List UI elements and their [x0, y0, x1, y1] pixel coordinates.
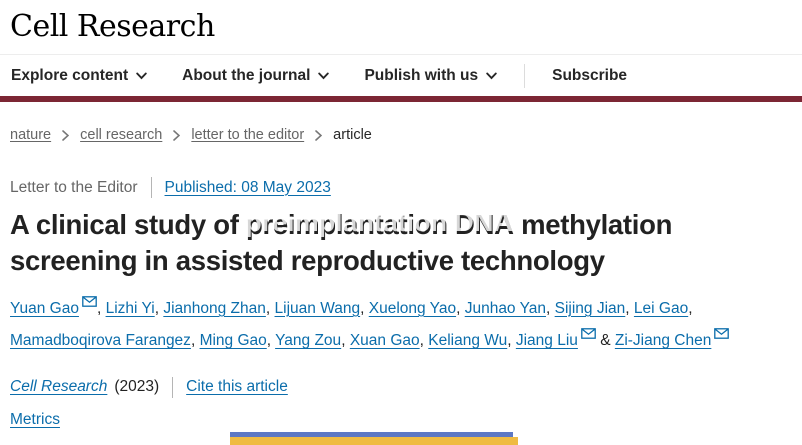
author-link[interactable]: Yang Zou — [275, 332, 342, 350]
author-line-2 — [10, 325, 770, 358]
author-separator: , — [419, 332, 429, 350]
nav-subscribe-label: Subscribe — [552, 66, 628, 84]
author-link[interactable]: Xuan Gao — [349, 332, 420, 350]
author-separator: , — [265, 299, 275, 317]
author-link[interactable]: Zi-Jiang Chen — [614, 332, 712, 350]
author-separator: , — [456, 299, 465, 317]
email-icon[interactable] — [581, 328, 596, 339]
author-link[interactable]: Jiang Liu — [515, 332, 578, 350]
nav-publish-with-us[interactable] — [364, 67, 497, 85]
accent-bar — [0, 96, 802, 102]
email-icon[interactable] — [714, 328, 729, 339]
author-separator: , — [266, 332, 276, 350]
breadcrumb-cell-research[interactable]: cell research — [80, 127, 163, 143]
journal-year: (2023) — [114, 378, 160, 396]
chevron-down-icon — [136, 72, 147, 80]
author-separator: , — [625, 299, 634, 317]
author-link[interactable]: Lijuan Wang — [274, 299, 361, 317]
chevron-right-icon — [62, 130, 69, 141]
author-link[interactable]: Jianhong Zhan — [163, 299, 266, 317]
nav-about-the-journal[interactable] — [182, 67, 329, 85]
nav-explore-content[interactable] — [11, 67, 147, 85]
nav-subscribe[interactable] — [552, 67, 627, 85]
email-icon[interactable] — [82, 296, 97, 307]
article-title-part1: A clinical study of — [10, 209, 246, 240]
author-list — [10, 293, 770, 358]
author-link[interactable]: Lizhi Yi — [105, 299, 155, 317]
author-link[interactable]: Lei Gao — [633, 299, 689, 317]
author-separator: , — [96, 299, 106, 317]
nav-about-the-journal-label: About the journal — [182, 66, 311, 84]
article-type-label: Letter to the Editor — [10, 178, 138, 196]
author-separator: , — [190, 332, 200, 350]
published-date-link[interactable]: Published: 08 May 2023 — [164, 178, 331, 196]
metrics-row — [10, 411, 802, 429]
partial-banner-gold-strip[interactable] — [230, 437, 518, 445]
author-separator: , — [688, 299, 693, 317]
author-separator: , — [546, 299, 555, 317]
chevron-right-icon — [173, 130, 180, 141]
nav-publish-with-us-label: Publish with us — [364, 66, 479, 84]
metrics-link[interactable]: Metrics — [10, 410, 60, 428]
article-title-glitched-text: preimplantation DNA preimplantation DNA — [246, 207, 514, 243]
meta-divider — [172, 377, 173, 398]
article-meta-row — [10, 177, 802, 198]
author-separator: & — [595, 332, 615, 350]
author-link[interactable]: Junhao Yan — [464, 299, 547, 317]
nav-explore-content-label: Explore content — [11, 66, 129, 84]
author-link[interactable]: Keliang Wu — [428, 332, 508, 350]
chevron-down-icon — [486, 72, 497, 80]
chevron-down-icon — [318, 72, 329, 80]
author-separator: , — [360, 299, 369, 317]
citation-row — [10, 377, 802, 398]
author-link[interactable]: Xuelong Yao — [368, 299, 457, 317]
author-link[interactable]: Sijing Jian — [554, 299, 626, 317]
journal-logo[interactable]: Cell Research — [10, 9, 215, 44]
author-link[interactable]: Yuan Gao — [10, 299, 79, 317]
author-separator: , — [341, 332, 350, 350]
breadcrumb — [10, 127, 802, 143]
breadcrumb-article: article — [333, 127, 372, 143]
cite-this-article-link[interactable]: Cite this article — [186, 378, 288, 396]
meta-divider — [151, 177, 152, 198]
article-title-part2: methylation screening in assisted reproductive technology — [10, 209, 673, 277]
article-title — [10, 207, 722, 280]
author-separator: , — [507, 332, 516, 350]
partial-bottom-banner[interactable] — [230, 432, 518, 445]
journal-name-link[interactable]: Cell Research — [10, 378, 108, 396]
author-link[interactable]: Mamadboqirova Farangez — [10, 332, 191, 350]
nav-divider — [524, 64, 525, 88]
main-navigation — [0, 55, 802, 96]
author-line-1 — [10, 293, 770, 326]
author-link[interactable]: Ming Gao — [199, 332, 267, 350]
journal-header — [0, 0, 802, 55]
breadcrumb-letter-to-the-editor[interactable]: letter to the editor — [191, 127, 305, 143]
breadcrumb-nature[interactable]: nature — [10, 127, 52, 143]
author-separator: , — [154, 299, 164, 317]
chevron-right-icon — [315, 130, 322, 141]
